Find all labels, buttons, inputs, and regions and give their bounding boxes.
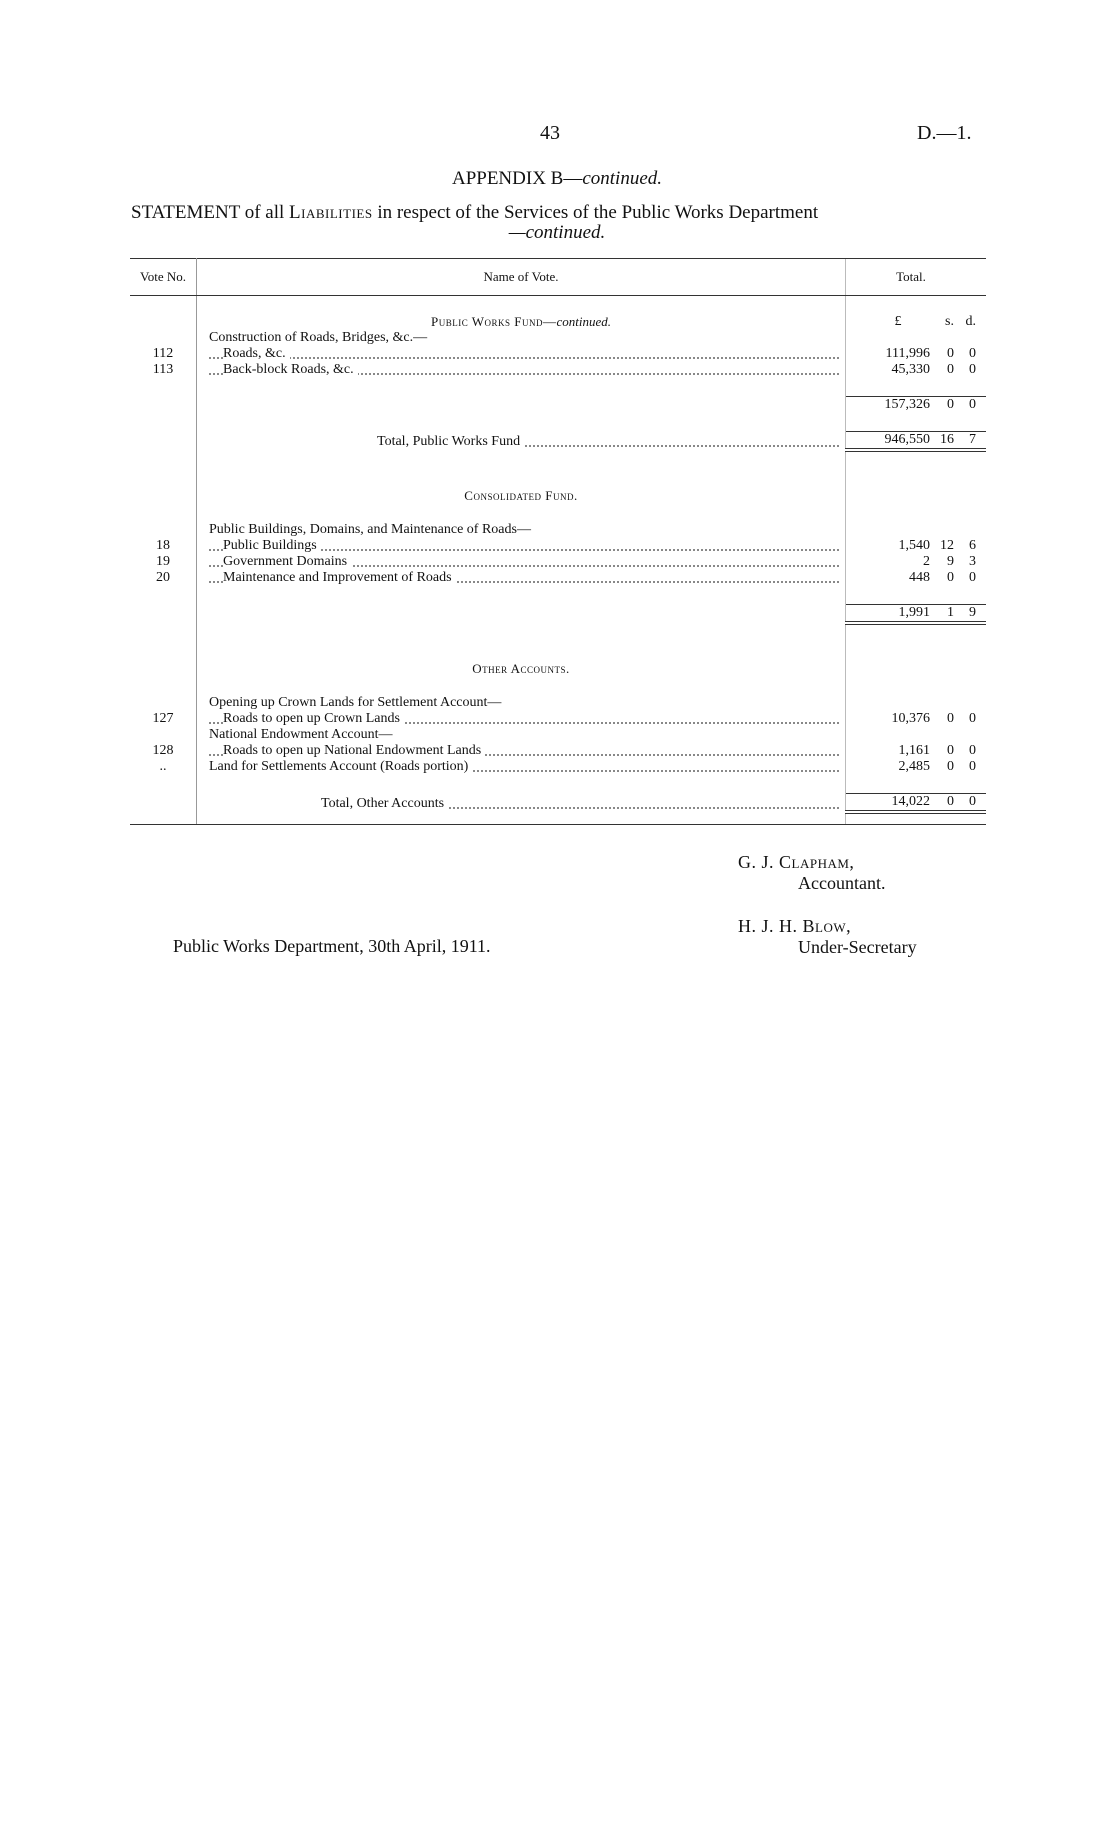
page-number: 43 <box>540 122 560 144</box>
vote-name: Land for Settlements Account (Roads portion) <box>197 759 846 775</box>
vote-number: 20 <box>130 570 197 586</box>
vote-number: 128 <box>130 743 197 759</box>
table-row <box>130 362 986 378</box>
appendix-continued: continued. <box>582 168 663 189</box>
appendix-label: APPENDIX B— <box>451 168 583 189</box>
total-row <box>130 794 986 813</box>
vote-name: Public Buildings <box>197 538 846 554</box>
table-row <box>130 570 986 586</box>
vote-amount: 10,376 0 0 <box>846 711 987 727</box>
header-total: Total. <box>846 259 987 296</box>
signature-2-title: Under-Secretary <box>798 937 917 957</box>
vote-amount: 1,540 12 6 <box>846 538 987 554</box>
vote-number: 113 <box>130 362 197 378</box>
vote-name: Back-block Roads, &c. <box>197 362 846 378</box>
total-amount: 14,022 0 0 <box>846 794 987 813</box>
vote-number: .. <box>130 759 197 775</box>
section-heading-row <box>130 661 986 677</box>
group-heading-row <box>130 522 986 538</box>
table-header-row <box>130 259 986 296</box>
group-heading-row <box>130 727 986 743</box>
vote-number: 18 <box>130 538 197 554</box>
vote-number: 127 <box>130 711 197 727</box>
group-heading: Opening up Crown Lands for Settlement Account— <box>209 695 502 710</box>
signature-1-name: G. J. Clapham, <box>738 852 855 872</box>
total-label: Total, Public Works Fund <box>197 432 846 451</box>
vote-number: 112 <box>130 346 197 362</box>
subtotal-row <box>130 397 986 414</box>
unit-shillings: s. <box>945 314 954 329</box>
table-row <box>130 538 986 554</box>
statement-suffix: in respect of the Services of the Public Works Department <box>372 202 819 223</box>
vote-name: Roads to open up National Endowment Lands <box>197 743 846 759</box>
statement-title <box>131 202 991 224</box>
group-heading-row <box>130 695 986 711</box>
statement-continued <box>0 222 1114 244</box>
vote-amount: 1,161 0 0 <box>846 743 987 759</box>
subtotal-amount: 1,991 1 9 <box>846 605 987 624</box>
section-heading-consolidated: Consolidated Fund. <box>464 488 578 503</box>
signature-2-name: H. J. H. Blow, <box>738 916 852 936</box>
vote-name: Roads, &c. <box>197 346 846 362</box>
table-row <box>130 346 986 362</box>
vote-name: Government Domains <box>197 554 846 570</box>
spacer-row <box>130 296 986 315</box>
table-row <box>130 759 986 775</box>
total-row <box>130 432 986 451</box>
vote-amount: 2 9 3 <box>846 554 987 570</box>
table-row <box>130 743 986 759</box>
total-label: Total, Other Accounts <box>197 794 846 813</box>
signature-1-title: Accountant. <box>798 873 886 893</box>
group-heading: National Endowment Account— <box>209 727 393 742</box>
liabilities-table <box>130 258 986 825</box>
statement-prefix: STATEMENT of all <box>131 202 290 223</box>
group-heading: Public Buildings, Domains, and Maintenance of Roads— <box>209 522 531 537</box>
units-header <box>846 314 987 330</box>
subtotal-row <box>130 605 986 624</box>
appendix-title <box>0 168 1114 190</box>
group-heading-row <box>130 330 986 346</box>
vote-name: Roads to open up Crown Lands <box>197 711 846 727</box>
vote-name: Maintenance and Improvement of Roads <box>197 570 846 586</box>
vote-number: 19 <box>130 554 197 570</box>
total-amount: 946,550 16 7 <box>846 432 987 451</box>
vote-amount: 111,996 0 0 <box>846 346 987 362</box>
vote-amount: 448 0 0 <box>846 570 987 586</box>
section-heading-row <box>130 488 986 504</box>
vote-amount: 2,485 0 0 <box>846 759 987 775</box>
header-vote-no: Vote No. <box>130 259 197 296</box>
vote-amount: 45,330 0 0 <box>846 362 987 378</box>
unit-pounds: £ <box>894 314 902 329</box>
section-heading-public-works: Public Works Fund—continued. <box>430 314 612 329</box>
section-heading-other-accounts: Other Accounts. <box>472 661 570 676</box>
subtotal-amount: 157,326 0 0 <box>846 397 987 414</box>
statement-liabilities: Liabilities <box>289 202 373 223</box>
document-reference: D.—1. <box>917 122 972 144</box>
group-heading: Construction of Roads, Bridges, &c.— <box>209 330 428 345</box>
statement-continued-text: —continued. <box>508 222 606 243</box>
table-row <box>130 554 986 570</box>
header-name-of-vote: Name of Vote. <box>197 259 846 296</box>
unit-pence: d. <box>965 314 976 329</box>
section-heading-row <box>130 314 986 330</box>
place-and-date: Public Works Department, 30th April, 1911. <box>173 936 491 956</box>
table-row <box>130 711 986 727</box>
